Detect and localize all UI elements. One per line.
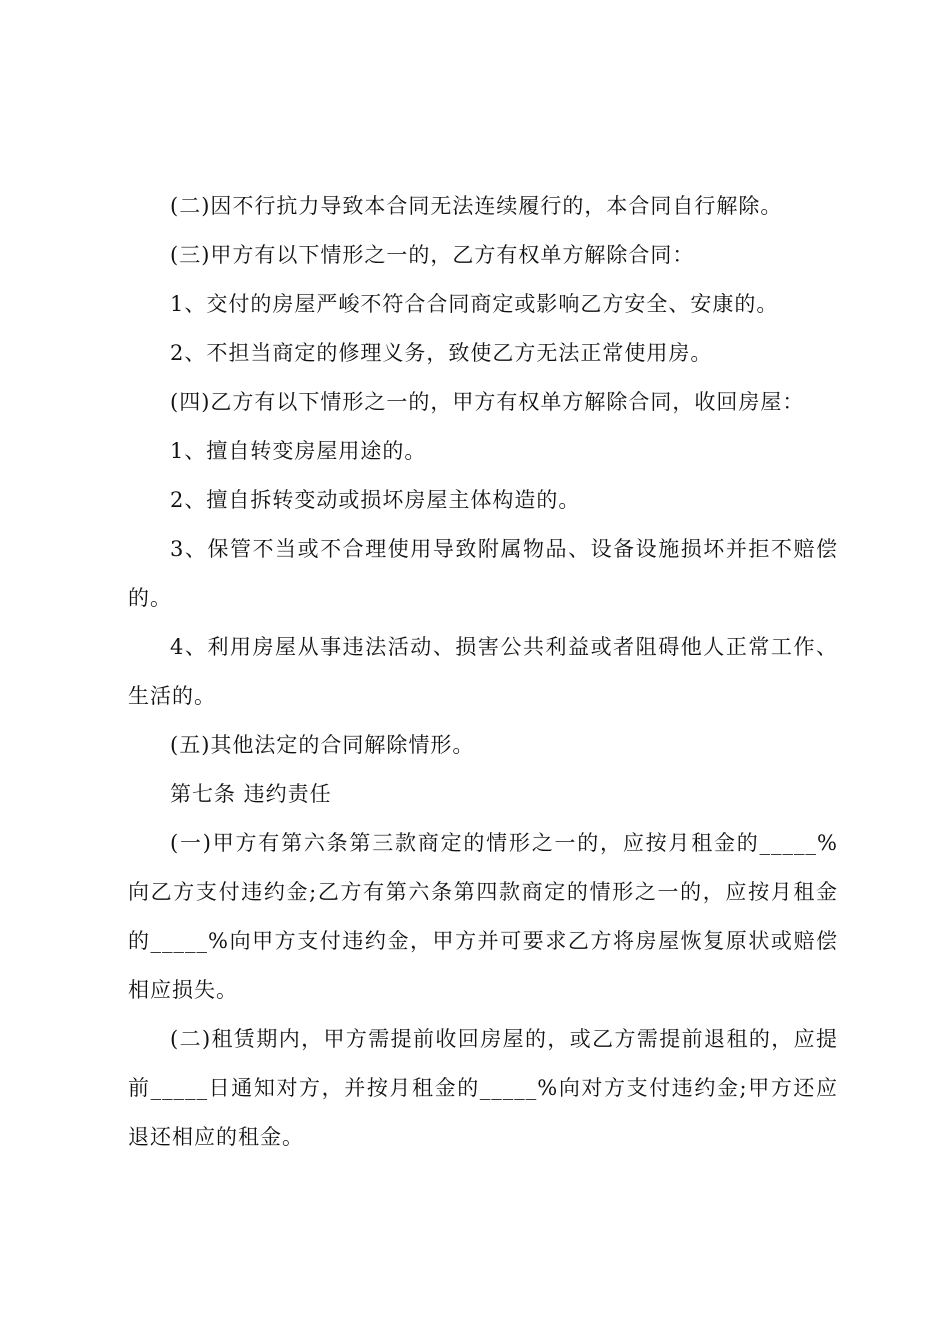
- paragraph-liability-clause-2: (二)租赁期内，甲方需提前收回房屋的，或乙方需提前退租的，应提前_____日通知对方，并按月租金的_____%向对方支付违约金;甲方还应退还相应的租金。: [128, 1027, 838, 1149]
- paragraph-item-1-unsafe-house: 1、交付的房屋严峻不符合合同商定或影响乙方安全、安康的。: [170, 292, 779, 316]
- paragraph-item-4-illegal-activity: 4、利用房屋从事违法活动、损害公共利益或者阻碍他人正常工作、生活的。: [128, 635, 838, 708]
- paragraph-lessor-termination-rights: (四)乙方有以下情形之一的，甲方有权单方解除合同，收回房屋：: [170, 390, 805, 414]
- paragraph-item-1-change-use: 1、擅自转变房屋用途的。: [170, 439, 427, 463]
- contract-body: [128, 182, 838, 1162]
- paragraph-other-legal-termination: (五)其他法定的合同解除情形。: [170, 733, 475, 757]
- paragraph-liability-clause-1: (一)甲方有第六条第三款商定的情形之一的，应按月租金的_____%向乙方支付违约金;乙方有第六条第四款商定的情形之一的，应按月租金的_____%向甲方支付违约金，甲方并可要求乙方将房屋恢复原状或赔偿相应损失。: [128, 831, 838, 1002]
- paragraph-item-3-improper-use: 3、保管不当或不合理使用导致附属物品、设备设施损坏并拒不赔偿的。: [128, 537, 838, 610]
- paragraph-item-2-repair-duty: 2、不担当商定的修理义务，致使乙方无法正常使用房。: [170, 341, 713, 365]
- section-heading-article-7: 第七条 违约责任: [170, 782, 332, 806]
- paragraph-lessee-termination-rights: (三)甲方有以下情形之一的，乙方有权单方解除合同：: [170, 243, 695, 267]
- paragraph-item-2-structure-damage: 2、擅自拆转变动或损坏房屋主体构造的。: [170, 488, 581, 512]
- paragraph-termination-force-majeure: (二)因不行抗力导致本合同无法连续履行的，本合同自行解除。: [170, 194, 783, 218]
